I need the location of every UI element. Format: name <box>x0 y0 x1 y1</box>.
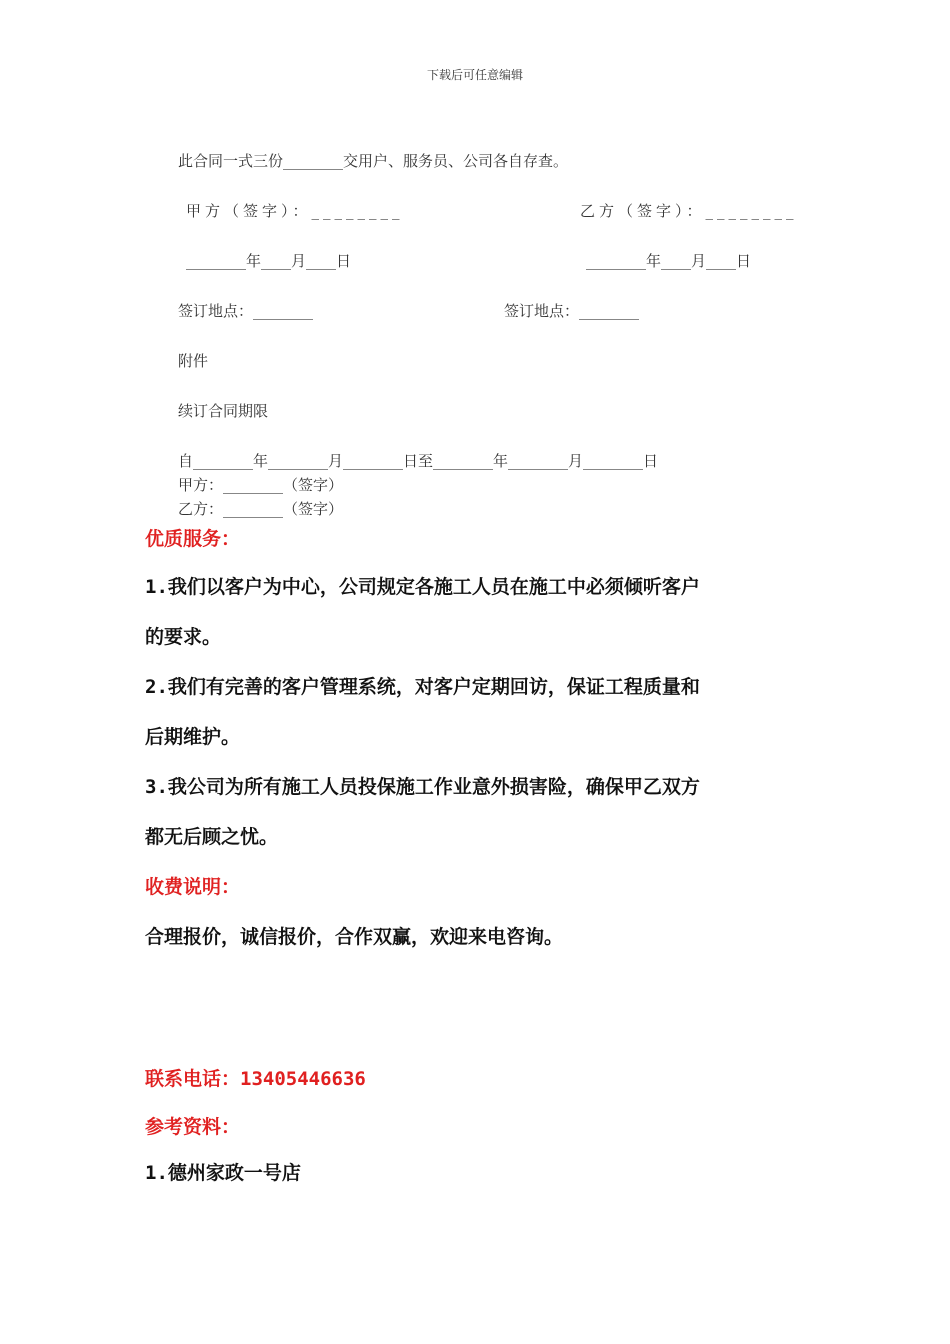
service-item-1-line-1: 1.我们以客户为中心，公司规定各施工人员在施工中必须倾听客户 <box>145 576 700 598</box>
party-b-date: ________年____月____日 <box>586 252 752 270</box>
service-heading: 优质服务： <box>145 528 241 550</box>
fees-text: 合理报价，诚信报价，合作双赢，欢迎来电咨询。 <box>145 926 564 948</box>
service-item-3-line-2: 都无后顾之忧。 <box>145 826 279 848</box>
renewal-title: 续订合同期限 <box>178 402 269 420</box>
renewal-period: 自________年________月________日至________年________月________日 <box>178 452 659 470</box>
attachment-label: 附件 <box>178 352 209 370</box>
contact-phone: 联系电话：13405446636 <box>145 1068 366 1090</box>
party-a-date: ________年____月____日 <box>186 252 352 270</box>
party-b-signature: 乙方（签字）：________ <box>580 202 798 220</box>
service-item-2-line-2: 后期维护。 <box>145 726 241 748</box>
reference-item-1: 1.德州家政一号店 <box>145 1162 301 1184</box>
service-item-2-line-1: 2.我们有完善的客户管理系统，对客户定期回访，保证工程质量和 <box>145 676 700 698</box>
copies-line: 此合同一式三份________交用户、服务员、公司各自存查。 <box>178 152 569 170</box>
reference-heading: 参考资料： <box>145 1116 241 1138</box>
party-a-signature: 甲方（签字）：________ <box>186 202 404 220</box>
fees-heading: 收费说明： <box>145 876 241 898</box>
service-item-1-line-2: 的要求。 <box>145 626 222 648</box>
page-header-note: 下载后可任意编辑 <box>426 68 523 82</box>
party-b-place: 签订地点：________ <box>504 302 640 320</box>
renewal-party-b: 乙方：________（签字） <box>178 500 344 518</box>
party-a-place: 签订地点：________ <box>178 302 314 320</box>
renewal-party-a: 甲方：________（签字） <box>178 476 344 494</box>
service-item-3-line-1: 3.我公司为所有施工人员投保施工作业意外损害险，确保甲乙双方 <box>145 776 700 798</box>
